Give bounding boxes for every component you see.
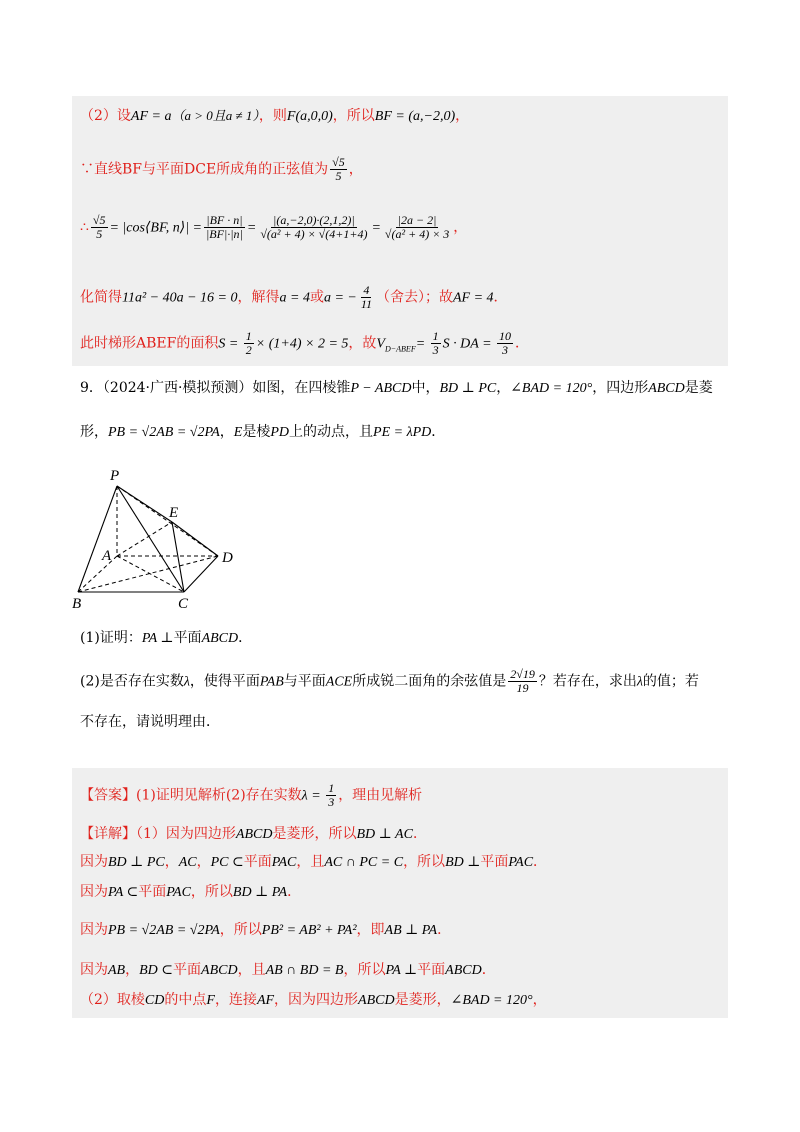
solution-line-5: 此时梯形ABEF的面积S = $\frac{1}{2}$ × (1+4) × 2 = 5，故$V_{D-ABEF}=$ $\frac{1}{3}$ S · DA = $\frac{10}{3}$ ． xyxy=(80,329,530,357)
question-2: (2)是否存在实数λ，使得平面PAB与平面ACE所成锐二面角的余弦值是 $\frac{2√19}{19}$ ？若存在，求出λ的值；若 xyxy=(80,667,699,695)
vertex-label-E: E xyxy=(169,505,179,521)
solution-line-1: （2）设AF = a（a > 0且a ≠ 1），则F(a,0,0)，所以BF = (a,−2,0)， xyxy=(80,108,470,124)
edge-PB xyxy=(78,486,117,592)
edge-BD xyxy=(78,556,218,592)
vertex-label-P: P xyxy=(110,468,120,484)
problem-line-1: 9．（2024·广西·模拟预测）如图，在四棱锥P − ABCD中，BD ⊥ PC，∠BAD = 120°，四边形ABCD是菱 xyxy=(80,380,713,396)
question-2-cont: 不存在，请说明理由． xyxy=(80,714,220,730)
pyramid-figure xyxy=(72,462,252,612)
detail-line-2: 因为BD ⊥ PC，AC，PC ⊂平面PAC，且AC ∩ PC = C，所以BD ⊥平面PAC． xyxy=(80,854,548,870)
vertex-label-D: D xyxy=(222,550,233,566)
edge-CD xyxy=(184,556,218,592)
vertex-label-C: C xyxy=(178,596,189,612)
detail-line-5: 因为AB，BD ⊂平面ABCD，且AB ∩ BD = B，所以PA ⊥平面ABCD． xyxy=(80,962,496,978)
edge-AE xyxy=(117,522,172,556)
answer-block xyxy=(72,768,728,1018)
question-1: (1)证明：PA ⊥平面ABCD． xyxy=(80,630,253,646)
edge-PC xyxy=(117,486,184,592)
answer-line: 【答案】(1)证明见解析(2)存在实数λ = $\frac{1}{3}$ ，理由见解析 xyxy=(80,781,423,809)
vertex-label-A: A xyxy=(102,548,112,564)
edge-AC xyxy=(117,556,184,592)
detail-line-6: （2）取棱CD的中点F，连接AF，因为四边形ABCD是菱形，∠BAD = 120°， xyxy=(80,992,547,1008)
detail-line-4: 因为PB = √2AB = √2PA，所以PB² = AB² + PA²，即AB ⊥ PA． xyxy=(80,922,452,938)
solution-block-top xyxy=(72,96,728,366)
solution-line-2: ∵直线BF与平面DCE所成角的正弦值为 $\frac{√5}{5}$ ， xyxy=(80,155,363,183)
problem-line-2: 形，PB = √2AB = √2PA，E是棱PD上的动点，且PE = λPD． xyxy=(80,424,446,440)
solution-line-4: 化简得11a² − 40a − 16 = 0，解得a = 4或a = − $\frac{4}{11}$ （舍去）；故AF = 4． xyxy=(80,283,508,311)
vertex-label-B: B xyxy=(72,596,82,612)
solution-line-3: ∴ $\frac{√5}{5}$ = |cos⟨BF, n⟩| = $\frac{|BF \cdot n|}{|BF|\cdot|n|}$ = $\frac{|(a,-2,0)\cdot(2,1,2)|}{\text{√(a² + 4) × √(4+1+4)}}$ = $\frac{|2a - 2|}{\text{√(a² + 4) × 3}}$ ， xyxy=(80,213,468,241)
detail-line-3: 因为PA ⊂平面PAC，所以BD ⊥ PA． xyxy=(80,884,302,900)
detail-line-1: 【详解】（1）因为四边形ABCD是菱形，所以BD ⊥ AC． xyxy=(80,826,427,842)
